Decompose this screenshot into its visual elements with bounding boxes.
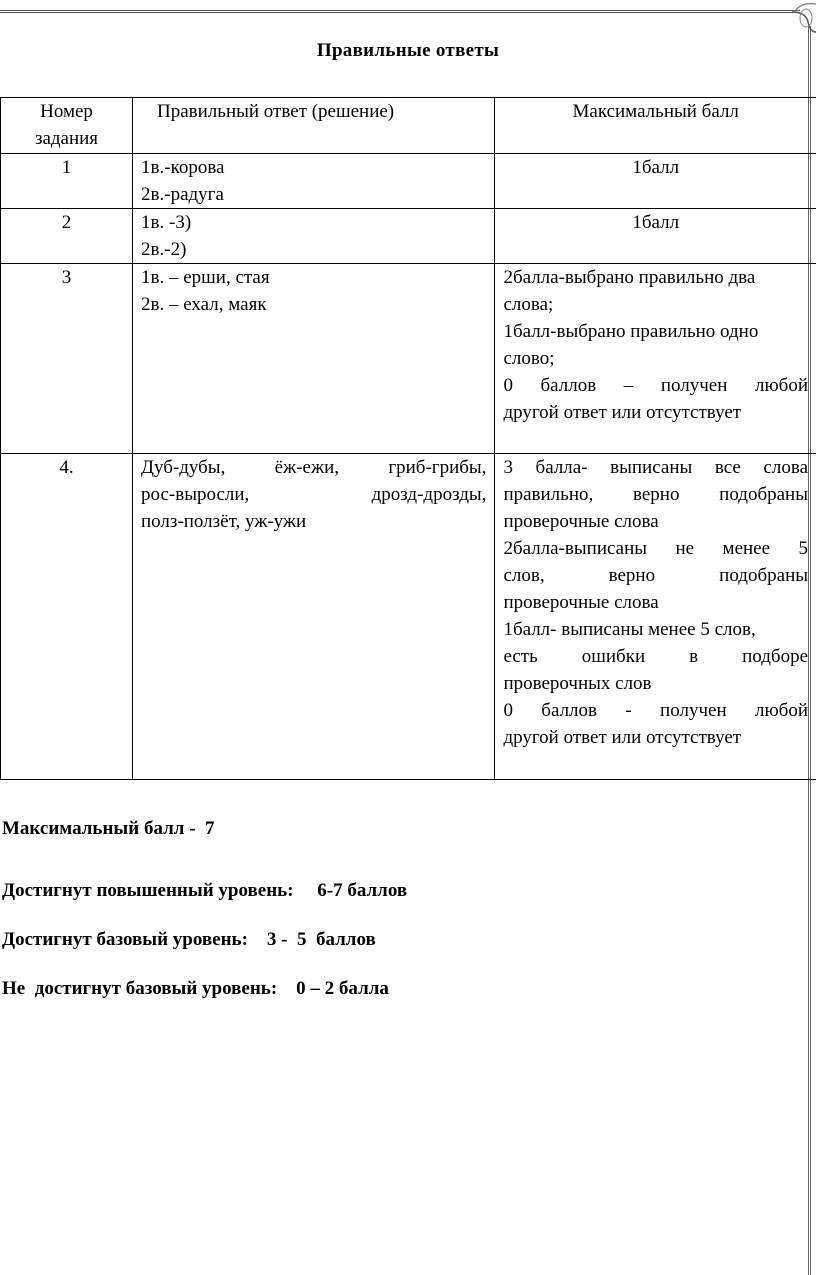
table-row bbox=[1, 154, 816, 209]
max-score-line: слова; bbox=[503, 294, 554, 315]
max-score-line: правильно, верно подобраны bbox=[503, 484, 808, 505]
max-score-summary: Максимальный балл - 7 bbox=[2, 818, 215, 839]
answer-cell bbox=[133, 264, 495, 454]
answer-line: 1в. – ерши, стая bbox=[141, 267, 270, 288]
max-score-line: проверочные слова bbox=[503, 511, 659, 532]
max-score-line: другой ответ или отсутствует bbox=[503, 727, 742, 748]
answer-line: 1в. -3) bbox=[141, 212, 192, 233]
page-frame-top bbox=[0, 10, 800, 13]
page-curl-ornament bbox=[792, 0, 816, 34]
table-header-row bbox=[1, 98, 816, 154]
answer-line: Дуб-дубы, ёж-ежи, гриб-грибы, bbox=[141, 457, 487, 478]
page-title: Правильные ответы bbox=[316, 40, 500, 61]
task-number: 2 bbox=[1, 209, 133, 264]
answer-line: 2в.-2) bbox=[141, 239, 187, 260]
max-score-line: 2балла-выписаны не менее 5 bbox=[503, 538, 808, 559]
max-score-line: проверочные слова bbox=[503, 592, 659, 613]
max-score-line: 1балл-выбрано правильно одно bbox=[503, 321, 759, 342]
max-score-line: 0 баллов - получен любой bbox=[503, 700, 808, 721]
answers-table bbox=[0, 97, 816, 780]
max-score-line: другой ответ или отсутствует bbox=[503, 402, 742, 423]
max-score-cell bbox=[495, 264, 816, 454]
answer-cell bbox=[133, 209, 495, 264]
max-score-line: 1балл bbox=[632, 212, 680, 233]
answer-cell bbox=[133, 154, 495, 209]
max-score-line: 1балл bbox=[632, 157, 680, 178]
max-score-cell bbox=[495, 209, 816, 264]
max-score-cell bbox=[495, 454, 816, 780]
max-score-line: 1балл- выписаны менее 5 слов, bbox=[503, 619, 756, 640]
header-correct-answer: Правильный ответ (решение) bbox=[133, 98, 495, 154]
header-max-score: Максимальный балл bbox=[495, 98, 816, 154]
max-score-line: проверочных слов bbox=[503, 673, 652, 694]
table-row bbox=[1, 209, 816, 264]
answer-line: 1в.-корова bbox=[141, 157, 225, 178]
table-row bbox=[1, 454, 816, 780]
max-score-line: слово; bbox=[503, 348, 555, 369]
max-score-line: есть ошибки в подборе bbox=[503, 646, 808, 667]
max-score-line: 2балла-выбрано правильно два bbox=[503, 267, 756, 288]
answer-line: 2в.-радуга bbox=[141, 184, 224, 205]
task-number: 1 bbox=[1, 154, 133, 209]
table-row bbox=[1, 264, 816, 454]
answer-cell bbox=[133, 454, 495, 780]
max-score-cell bbox=[495, 154, 816, 209]
advanced-level-summary: Достигнут повышенный уровень: 6-7 баллов bbox=[2, 880, 408, 901]
header-task-number: Номер задания bbox=[1, 98, 133, 154]
answer-line: 2в. – ехал, маяк bbox=[141, 294, 267, 315]
task-number: 4. bbox=[1, 454, 133, 780]
task-number: 3 bbox=[1, 264, 133, 454]
answer-line: полз-ползёт, уж-ужи bbox=[141, 511, 307, 532]
max-score-line: слов, верно подобраны bbox=[503, 565, 808, 586]
answer-line: рос-выросли, дрозд-дрозды, bbox=[141, 484, 487, 505]
max-score-line: 0 баллов – получен любой bbox=[503, 375, 808, 396]
max-score-line: 3 балла- выписаны все слова bbox=[503, 457, 808, 478]
basic-level-summary: Достигнут базовый уровень: 3 - 5 баллов bbox=[2, 929, 376, 950]
not-basic-level-summary: Не достигнут базовый уровень: 0 – 2 балла bbox=[2, 978, 389, 999]
